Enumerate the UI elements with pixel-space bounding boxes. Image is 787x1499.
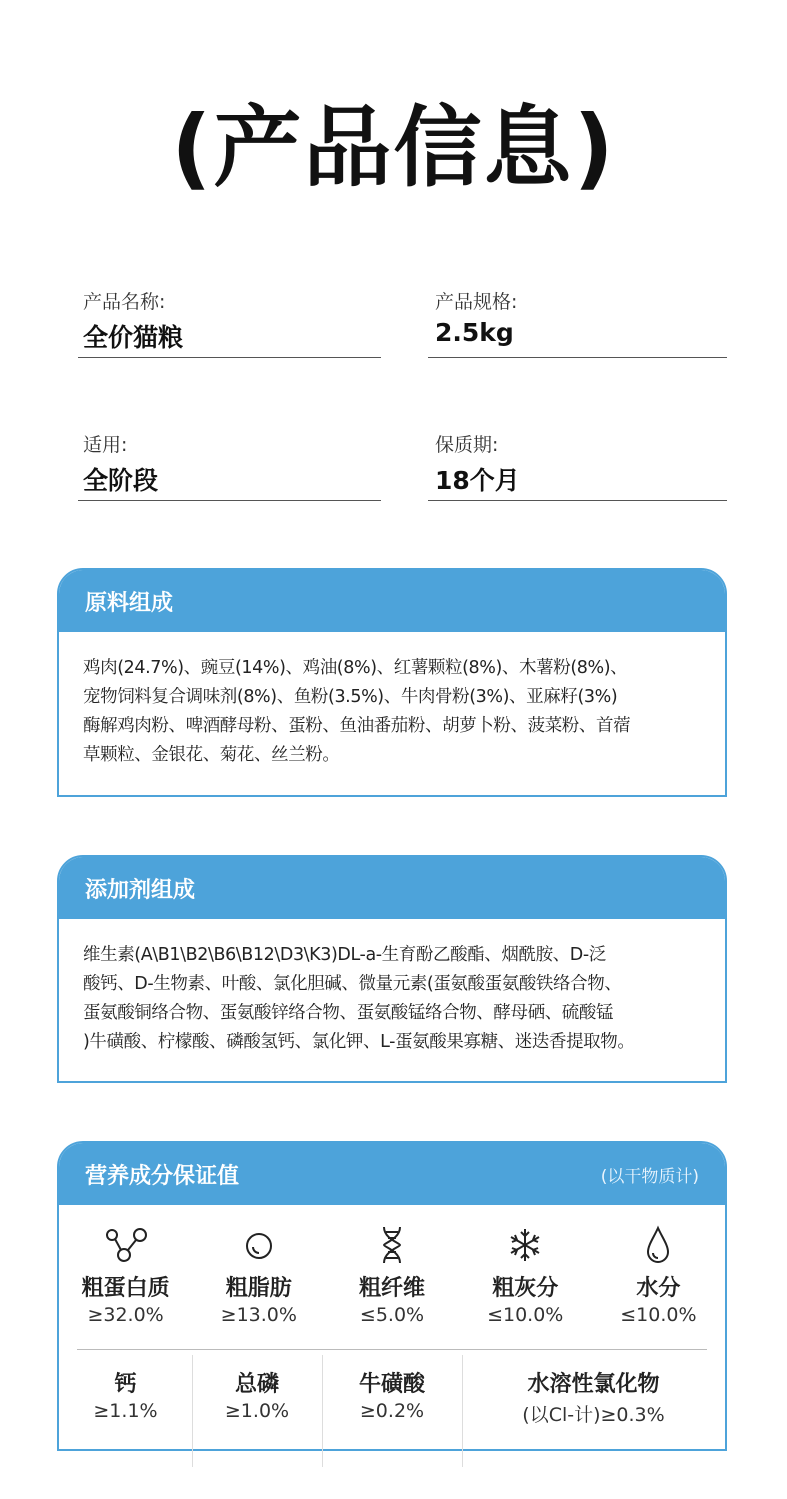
nutrient-name: 粗脂肪	[225, 1276, 292, 1301]
nutrient-value: ≥13.0%	[220, 1304, 297, 1326]
nutrient-name: 牛磺酸	[358, 1372, 425, 1397]
water-drop-icon	[592, 1225, 725, 1265]
additives-header	[59, 857, 725, 919]
nutrient-name: 水溶性氯化物	[527, 1372, 660, 1397]
suitable-label: 适用:	[83, 434, 128, 456]
nutrient-value: ≤10.0%	[487, 1304, 564, 1326]
ingredients-panel	[57, 568, 727, 797]
text-line: 酶解鸡肉粉、啤酒酵母粉、蛋粉、鱼油番茄粉、胡萝卜粉、菠菜粉、首蓿	[83, 716, 631, 736]
suitable-value: 全阶段	[83, 466, 159, 495]
ingredients-title: 原料组成	[85, 590, 174, 616]
nutrition-title: 营养成分保证值	[85, 1163, 240, 1189]
nutrition-header	[59, 1143, 725, 1205]
nutrient-value: ≤10.0%	[620, 1304, 697, 1326]
nutrition-row-major	[59, 1225, 725, 1326]
nutrient-name: 粗灰分	[492, 1276, 559, 1301]
nutrient-ash	[459, 1225, 592, 1326]
nutrient-protein	[59, 1225, 192, 1326]
nutrient-value: ≥1.1%	[93, 1400, 158, 1422]
nutrient-fiber	[325, 1225, 458, 1326]
nutrition-note: (以干物质计)	[600, 1166, 699, 1187]
nutrient-name: 钙	[114, 1372, 137, 1397]
nutrient-name: 粗蛋白质	[81, 1276, 170, 1301]
nutrient-value: (以Cl-计)≥0.3%	[522, 1404, 665, 1426]
nutrition-panel	[57, 1141, 727, 1451]
nutrient-fat	[192, 1225, 325, 1326]
product-name-label: 产品名称:	[83, 291, 166, 313]
divider	[428, 500, 727, 501]
nutrient-value: ≥32.0%	[87, 1304, 164, 1326]
nutrient-chloride	[462, 1351, 725, 1467]
nutrition-row-minor	[59, 1351, 725, 1467]
shelf-life-value: 18个月	[435, 466, 520, 495]
suitable-field	[83, 430, 381, 502]
product-name-field	[83, 287, 381, 359]
nutrient-value: ≥1.0%	[224, 1400, 290, 1422]
nutrient-value: ≥0.2%	[359, 1400, 425, 1422]
text-line: )牛磺酸、柠檬酸、磷酸氢钙、氯化钾、L-蛋氨酸果寡糖、迷迭香提取物。	[83, 1032, 635, 1052]
dna-icon	[325, 1225, 458, 1265]
nutrition-divider	[77, 1349, 707, 1350]
nutrient-moisture	[592, 1225, 725, 1326]
text-line: 维生素(A\B1\B2\B6\B12\D3\K3)DL-a-生育酚乙酸酯、烟酰胺、D-泛	[83, 945, 606, 965]
additives-panel	[57, 855, 727, 1083]
nutrient-phosphorus	[192, 1351, 322, 1467]
divider	[78, 500, 381, 501]
nutrient-taurine	[322, 1351, 462, 1467]
text-line: 酸钙、D-生物素、叶酸、氯化胆碱、微量元素(蛋氨酸蛋氨酸铁络合物、	[83, 974, 622, 994]
shelf-life-label: 保质期:	[435, 434, 499, 456]
nutrient-name: 粗纤维	[359, 1276, 426, 1301]
additives-title: 添加剂组成	[85, 877, 196, 903]
nutrient-value: ≤5.0%	[359, 1304, 425, 1326]
text-line: 草颗粒、金银花、菊花、丝兰粉。	[83, 745, 340, 765]
shelf-life-field	[435, 430, 733, 502]
product-spec-label: 产品规格:	[435, 291, 518, 313]
molecule-icon	[59, 1225, 192, 1265]
divider	[428, 357, 727, 358]
ingredients-text	[59, 632, 725, 770]
snowflake-icon	[459, 1225, 592, 1265]
ingredients-header	[59, 570, 725, 632]
divider	[78, 357, 381, 358]
text-line: 宠物饲料复合调味剂(8%)、鱼粉(3.5%)、牛肉骨粉(3%)、亚麻籽(3%)	[83, 687, 618, 707]
additives-text	[59, 919, 725, 1057]
page-title: (产品信息)	[171, 96, 616, 199]
product-spec-field	[435, 287, 733, 359]
product-spec-value: 2.5kg	[435, 318, 514, 347]
oil-drop-circle-icon	[192, 1225, 325, 1265]
text-line: 鸡肉(24.7%)、豌豆(14%)、鸡油(8%)、红薯颗粒(8%)、木薯粉(8%)、	[83, 658, 628, 678]
text-line: 蛋氨酸铜络合物、蛋氨酸锌络合物、蛋氨酸锰络合物、酵母硒、硫酸锰	[83, 1003, 614, 1023]
product-name-value: 全价猫粮	[83, 323, 184, 352]
nutrient-name: 水分	[636, 1276, 681, 1301]
nutrient-calcium	[59, 1351, 192, 1467]
nutrient-name: 总磷	[234, 1372, 279, 1397]
